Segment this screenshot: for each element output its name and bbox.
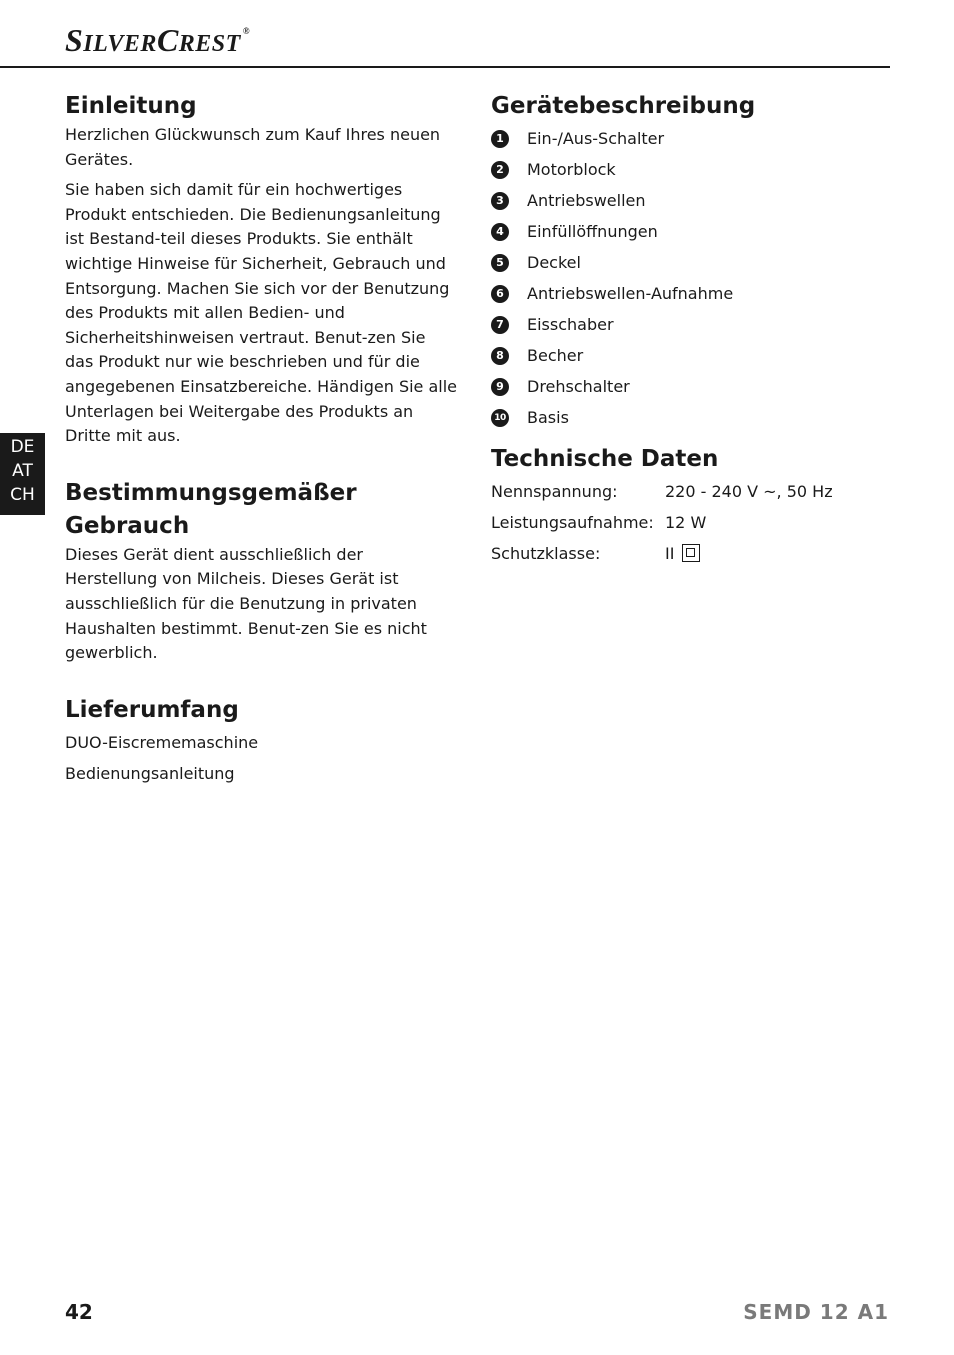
technical-data-heading: Technische Daten	[491, 446, 719, 472]
number-badge-icon: 9	[491, 378, 509, 396]
scope-item: DUO-Eiscrememaschine	[65, 732, 259, 752]
spec-row	[491, 538, 891, 569]
intro-paragraph-2: Sie haben sich damit für ein hochwertiges Produkt entschieden. Die Bedienungsanleitung ist Bestand-teil dieses Produkts. Sie enthält wichtige Hinweise für Sicherheit, Gebrauch und Entsorgung. Machen Sie sich vor der Benutzung des Produkts mit allen Bedien- und Sicherheitshinweisen vertraut. Benut-zen Sie das Produkt nur wie beschrieben und für die angegebenen Einsatzbereiche. Händigen Sie alle Unterlagen bei Weitergabe des Produkts an Dritte mit aus.	[65, 180, 458, 446]
part-item: 6 Antriebswellen-Aufnahme	[491, 278, 891, 309]
part-item: 7 Eisschaber	[491, 309, 891, 340]
number-badge-icon: 3	[491, 192, 509, 210]
number-badge-icon: 7	[491, 316, 509, 334]
page-number: 42	[65, 1300, 93, 1324]
intended-use-heading: Bestimmungsgemäßer Gebrauch	[65, 479, 357, 539]
scope-item: Bedienungsanleitung	[65, 763, 235, 783]
parts-list	[491, 123, 891, 433]
spec-label: Nennspannung:	[491, 482, 618, 501]
model-number: SEMD 12 A1	[743, 1300, 889, 1324]
part-item: 5 Deckel	[491, 247, 891, 278]
part-item: 9 Drehschalter	[491, 371, 891, 402]
part-item: 8 Becher	[491, 340, 891, 371]
number-badge-icon: 1	[491, 130, 509, 148]
silvercrest-logo: SILVERCREST ®	[65, 22, 251, 58]
spec-label: Schutzklasse:	[491, 544, 601, 563]
scope-of-delivery-heading: Lieferumfang	[65, 696, 239, 723]
number-badge-icon: 6	[491, 285, 509, 303]
left-column	[65, 90, 457, 789]
device-description-heading: Gerätebeschreibung	[491, 93, 756, 119]
spec-label: Leistungsaufnahme:	[491, 513, 654, 532]
intro-heading: Einleitung	[65, 93, 197, 119]
language-at: AT	[12, 461, 33, 481]
number-badge-icon: 2	[491, 161, 509, 179]
part-item: 1 Ein-/Aus-Schalter	[491, 123, 891, 154]
right-column	[491, 90, 891, 569]
spec-value: 12 W	[665, 513, 707, 532]
language-ch: CH	[10, 485, 35, 505]
spec-row	[491, 507, 891, 538]
number-badge-icon: 5	[491, 254, 509, 272]
header-rule	[0, 66, 890, 68]
part-item: 10 Basis	[491, 402, 891, 433]
part-item: 2 Motorblock	[491, 154, 891, 185]
language-tab	[0, 433, 45, 515]
protection-class-ii-icon	[682, 544, 700, 562]
spec-row	[491, 476, 891, 507]
intro-paragraph-1: Herzlichen Glückwunsch zum Kauf Ihres neuen Gerätes.	[65, 125, 441, 169]
part-item: 3 Antriebswellen	[491, 185, 891, 216]
number-badge-icon: 10	[491, 409, 509, 427]
language-de: DE	[10, 437, 35, 457]
spec-value: 220 - 240 V ~, 50 Hz	[665, 482, 833, 501]
intended-use-paragraph: Dieses Gerät dient ausschließlich der Herstellung von Milcheis. Dieses Gerät ist ausschließlich für die Benutzung in privaten Haushalten bestimmt. Benut-zen Sie es nicht gewerblich.	[65, 544, 427, 663]
spec-value: II	[665, 544, 700, 563]
part-item: 4 Einfüllöffnungen	[491, 216, 891, 247]
number-badge-icon: 8	[491, 347, 509, 365]
number-badge-icon: 4	[491, 223, 509, 241]
